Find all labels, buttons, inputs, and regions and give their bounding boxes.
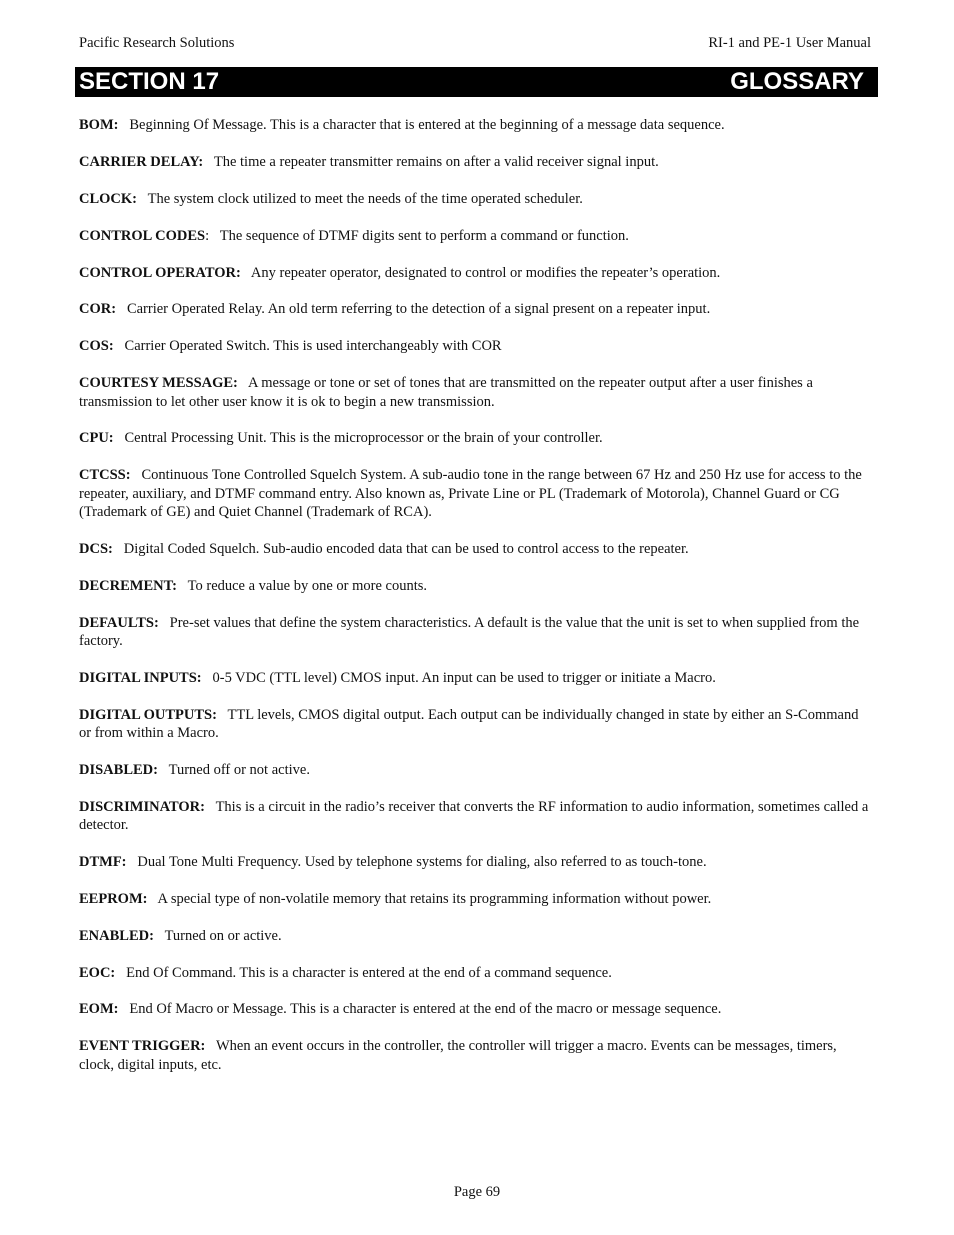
- glossary-entry-control-operator: [79, 264, 874, 282]
- glossary-definition: Turned off or not active.: [168, 761, 310, 778]
- glossary-definition: Central Processing Unit. This is the microprocessor or the brain of your controller.: [124, 430, 603, 447]
- glossary-entry-ctcss: [79, 466, 874, 521]
- glossary-entry-eom: [79, 1000, 874, 1018]
- glossary-term: DIGITAL OUTPUTS:: [79, 706, 217, 723]
- glossary-definition: 0-5 VDC (TTL level) CMOS input. An input can be used to trigger or initiate a Macro.: [212, 669, 716, 686]
- glossary-entry-eoc: [79, 964, 874, 982]
- glossary-term: DECREMENT:: [79, 577, 178, 594]
- glossary-definition: Digital Coded Squelch. Sub-audio encoded data that can be used to control access to the repeater.: [123, 540, 689, 557]
- glossary-term: DCS:: [79, 540, 113, 557]
- glossary-definition: Dual Tone Multi Frequency. Used by telephone systems for dialing, also referred to as touch-tone.: [137, 853, 707, 870]
- glossary-term: CLOCK:: [79, 190, 137, 207]
- glossary-entry-bom: [79, 116, 874, 134]
- glossary-entry-disabled: [79, 761, 874, 779]
- section-title: GLOSSARY: [730, 68, 864, 95]
- section-heading-bar: [75, 67, 878, 97]
- glossary-definition: A message or tone or set of tones that are transmitted on the repeater output after a user finishes a transmission to let other user know it is ok to begin a new transmission.: [79, 375, 813, 410]
- glossary-definition: Turned on or active.: [164, 927, 282, 944]
- glossary-term: DEFAULTS:: [79, 614, 159, 631]
- page-number: Page 69: [453, 1184, 501, 1200]
- glossary-entry-cos: [79, 337, 874, 355]
- glossary-entry-digital-inputs: [79, 669, 874, 687]
- glossary-term: CTCSS:: [79, 467, 131, 484]
- glossary-term: CPU:: [79, 430, 114, 447]
- glossary-definition: The time a repeater transmitter remains on after a valid receiver signal input.: [213, 153, 659, 170]
- glossary-list: [79, 116, 874, 1093]
- glossary-term: CONTROL OPERATOR:: [79, 264, 241, 281]
- glossary-entry-defaults: [79, 614, 874, 651]
- glossary-term: BOM:: [79, 117, 119, 133]
- glossary-definition: End Of Command. This is a character is entered at the end of a command sequence.: [126, 964, 612, 981]
- glossary-term: COURTESY MESSAGE:: [79, 375, 238, 392]
- glossary-definition: Any repeater operator, designated to control or modifies the repeater’s operation.: [250, 264, 721, 281]
- glossary-entry-control-codes: CONTROL CODES: The sequence of DTMF digits sent to perform a command or function.: [79, 227, 629, 244]
- glossary-entry-enabled: [79, 927, 874, 945]
- glossary-definition: TTL levels, CMOS digital output. Each output can be individually changed in state by either an S-Command or from within a Macro.: [79, 706, 859, 741]
- glossary-entry-carrier-delay: [79, 153, 874, 171]
- glossary-definition: To reduce a value by one or more counts.: [187, 577, 427, 594]
- glossary-definition: Carrier Operated Switch. This is used interchangeably with COR: [124, 338, 502, 355]
- glossary-definition: Pre-set values that define the system characteristics. A default is the value that the unit is set to when supplied from the factory.: [79, 614, 860, 649]
- glossary-entry-courtesy-message: [79, 374, 874, 411]
- glossary-entry-digital-outputs: [79, 706, 874, 743]
- glossary-definition: Beginning Of Message. This is a character that is entered at the beginning of a message data sequence.: [129, 117, 725, 133]
- running-header: [79, 34, 871, 52]
- glossary-term: EVENT TRIGGER:: [79, 1038, 206, 1055]
- glossary-term: ENABLED:: [79, 927, 154, 944]
- glossary-term: EOC:: [79, 964, 116, 981]
- glossary-term: DISABLED:: [79, 761, 158, 778]
- manual-title: RI-1 and PE-1 User Manual: [708, 35, 871, 51]
- glossary-term: DTMF:: [79, 853, 127, 870]
- glossary-entry-cpu: [79, 429, 874, 447]
- section-number: SECTION 17: [79, 68, 220, 95]
- glossary-definition: The system clock utilized to meet the needs of the time operated scheduler.: [147, 190, 583, 207]
- glossary-entry-clock: [79, 190, 874, 208]
- glossary-definition: Carrier Operated Relay. An old term referring to the detection of a signal present on a repeater input.: [126, 301, 711, 318]
- glossary-definition: Continuous Tone Controlled Squelch System. A sub-audio tone in the range between 67 Hz and 250 Hz use for access to the repeater, auxiliary, and DTMF command entry. Also known as, Private Line or PL (Trademark of Motorola), Channel Guard or CG (Trademark of GE) and Quiet Channel (Trademark of RCA).: [79, 467, 862, 520]
- glossary-term: CARRIER DELAY:: [79, 153, 204, 170]
- glossary-entry-discriminator: [79, 798, 874, 835]
- glossary-term: COR:: [79, 301, 117, 318]
- company-name: Pacific Research Solutions: [79, 35, 235, 51]
- glossary-definition: A special type of non-volatile memory that retains its programming information without power.: [157, 890, 712, 907]
- glossary-entry-decrement: [79, 577, 874, 595]
- glossary-term: EOM:: [79, 1001, 119, 1018]
- glossary-definition: The sequence of DTMF digits sent to perform a command or function.: [219, 227, 629, 244]
- glossary-entry-cor: [79, 300, 874, 318]
- glossary-term: COS:: [79, 338, 114, 355]
- glossary-term: EEPROM:: [79, 890, 148, 907]
- glossary-term: CONTROL CODES: [79, 227, 206, 244]
- glossary-definition: End Of Macro or Message. This is a character is entered at the end of the macro or message sequence.: [129, 1001, 722, 1018]
- glossary-term: DISCRIMINATOR:: [79, 798, 205, 815]
- glossary-term: DIGITAL INPUTS:: [79, 669, 202, 686]
- glossary-entry-eeprom: [79, 890, 874, 908]
- glossary-definition: This is a circuit in the radio’s receiver that converts the RF information to audio information, sometimes called a detector.: [79, 798, 869, 834]
- glossary-definition: When an event occurs in the controller, the controller will trigger a macro. Events can be messages, timers, clock, digital inputs, etc.: [79, 1038, 837, 1073]
- glossary-entry-dcs: [79, 540, 874, 558]
- glossary-entry-event-trigger: [79, 1037, 874, 1074]
- glossary-entry-dtmf: [79, 853, 874, 871]
